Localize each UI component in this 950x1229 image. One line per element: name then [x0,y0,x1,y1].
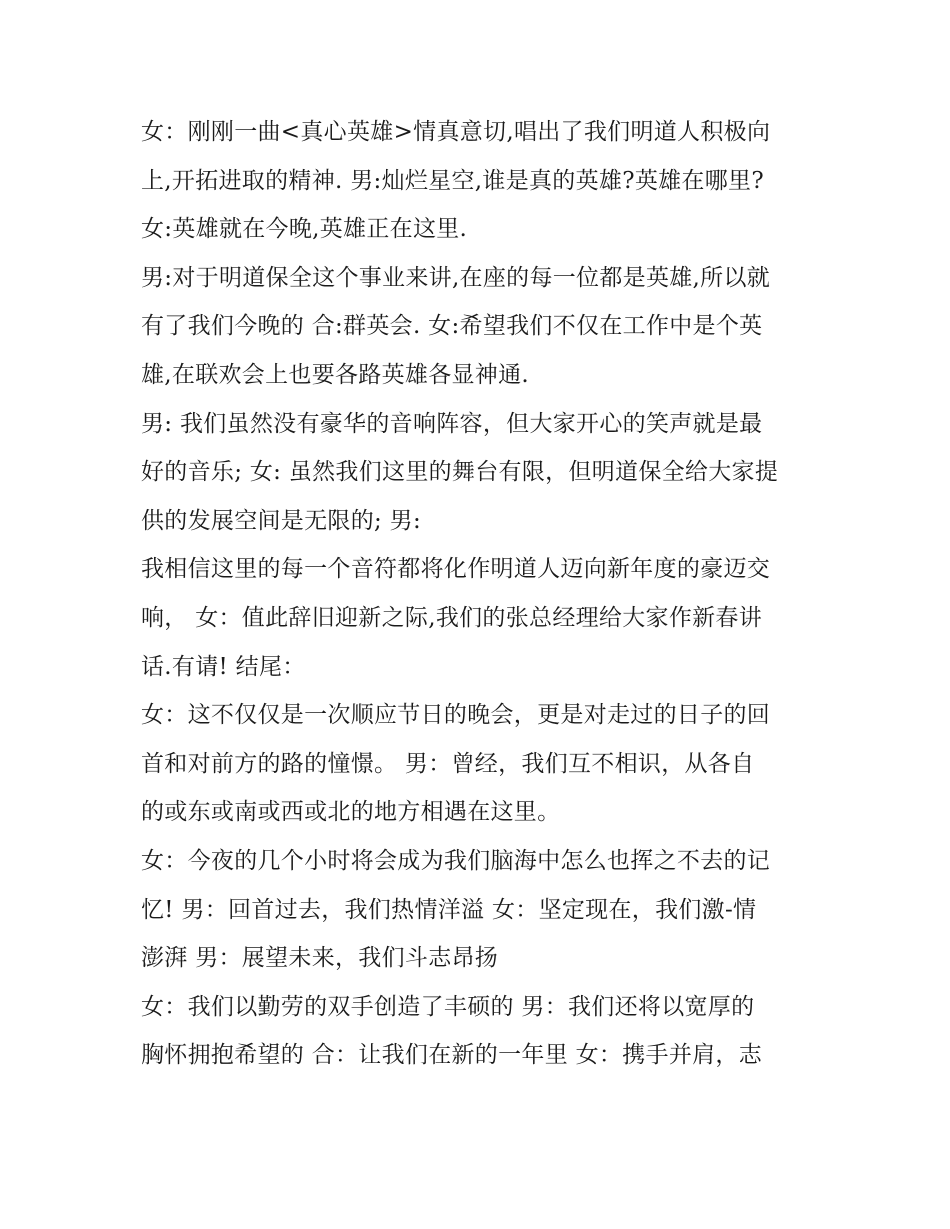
text-line: 女:英雄就在今晚,英雄正在这里. [141,216,468,243]
text-line: 胸怀拥抱希望的 合：让我们在新的一年里 女：携手并肩，志 [141,1042,763,1069]
text-line: 供的发展空间是无限的; 男: [141,507,422,534]
text-line: 响， 女：值此辞旧迎新之际,我们的张总经理给大家作新春讲 [141,604,763,631]
text-line: 雄,在联欢会上也要各路英雄各显神通. [141,361,530,388]
text-line: 女：我们以勤劳的双手创造了丰硕的 男：我们还将以宽厚的 [141,993,755,1020]
text-line: 首和对前方的路的憧憬。 男：曾经，我们互不相识，从各自 [141,750,755,777]
text-line: 话.有请! 结尾： [141,653,306,680]
text-line: 好的音乐; 女: 虽然我们这里的舞台有限，但明道保全给大家提 [141,459,779,486]
text-line: 女：这不仅仅是一次顺应节日的晚会，更是对走过的日子的回 [141,702,771,729]
text-line: 有了我们今晚的 合:群英会. 女:希望我们不仅在工作中是个英 [141,313,763,340]
text-line: 男:对于明道保全这个事业来讲,在座的每一位都是英雄,所以就 [141,264,771,291]
text-line: 上,开拓进取的精神. 男:灿烂星空,谁是真的英雄?英雄在哪里? [141,167,764,194]
text-line: 忆! 男：回首过去，我们热情洋溢 女：坚定现在，我们激-情 [141,896,757,923]
document-body [141,108,821,1080]
text-line: 男: 我们虽然没有豪华的音响阵容，但大家开心的笑声就是最 [141,410,763,437]
text-line: 我相信这里的每一个音符都将化作明道人迈向新年度的豪迈交 [141,556,771,583]
text-line: 女：今夜的几个小时将会成为我们脑海中怎么也挥之不去的记 [141,847,771,874]
text-line: 澎湃 男：展望未来，我们斗志昂扬 [141,945,499,972]
text-line: 的或东或南或西或北的地方相遇在这里。 [141,799,561,826]
text-line: 女：刚刚一曲<真心英雄>情真意切,唱出了我们明道人积极向 [141,119,771,145]
